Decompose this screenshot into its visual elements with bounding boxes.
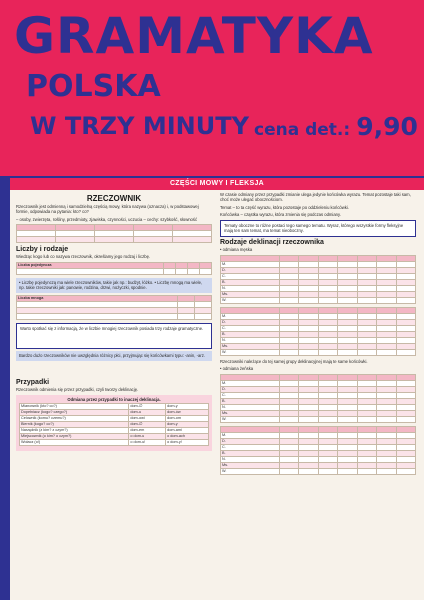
- case-cell: Wołacz (o!): [20, 440, 129, 446]
- case-cell: Dopełniacz (kogo? czego?): [20, 410, 129, 416]
- case-cell: dom-∅: [129, 404, 166, 410]
- book-subtitle-polska: POLSKA: [26, 69, 161, 104]
- gender-text: Wiedząc kogo lub co nazywa rzeczownik, określamy jego rodzaj i liczbę.: [16, 254, 151, 260]
- case-cell: Celownik (komu? czemu?): [20, 416, 129, 422]
- plural-table: [16, 295, 212, 320]
- book-subtitle-w-trzy-minuty: W TRZY MINUTY: [30, 112, 249, 140]
- cover-header: [0, 0, 424, 176]
- case-cell: dom-em: [129, 428, 166, 434]
- case-abbrev: Ms.: [221, 291, 280, 297]
- case-cell: Narzędnik (z kim? z czym?): [20, 428, 129, 434]
- koncowka-line: Końcówka – cząstka wyrazu, która zmienia się podczas odmiany.: [220, 212, 341, 218]
- case-abbrev: Ms.: [221, 462, 280, 468]
- case-cell: dom-owi: [129, 416, 166, 422]
- tematy-text: Tematy oboczne to różne postaci tego samego tematu. Wyraz, którego wszystkie formy fleksyjne mają ten sam temat, ma temat nieoboczny.: [224, 222, 404, 234]
- examples-table: [16, 224, 212, 243]
- case-abbrev: B.: [221, 279, 280, 285]
- note-box: [16, 323, 212, 348]
- case-abbrev: Ms.: [221, 343, 280, 349]
- case-abbrev: C.: [221, 273, 280, 279]
- note-text: Warto spotkać się z informacją, że w liczbie mnogiej rzeczownik posiada trzy rodzaje gramatyczne.: [20, 326, 204, 332]
- fem-table-sing: [220, 374, 416, 423]
- right-intro: W czasie odmiany przez przypadki zmianie ulega jedynie końcówka wyrazu. Temat pozostaje taki sam, choć może ulegać obocznościom.: [220, 192, 411, 203]
- case-abbrev: C.: [221, 325, 280, 331]
- cases-table-title: Odmiana przez przypadki to inaczej deklinacja.: [67, 396, 161, 402]
- case-abbrev: M.: [221, 380, 280, 386]
- case-cell: dom-ów: [166, 410, 209, 416]
- case-cell: Mianownik (kto? co?): [20, 404, 129, 410]
- case-cell: dom-om: [166, 416, 209, 422]
- case-cell: dom-ami: [166, 428, 209, 434]
- case-abbrev: W.: [221, 468, 280, 474]
- examples-text: – osoby, zwierzęta, rośliny, przedmioty, zjawiska, czynności, uczucia – cechy: szybkość, słowność: [16, 216, 198, 222]
- case-abbrev: C.: [221, 444, 280, 450]
- case-abbrev: B.: [221, 398, 280, 404]
- label-liczba-pojedyncza: Liczba pojedyncza: [17, 262, 164, 268]
- fem-table-plur: [220, 426, 416, 475]
- label-odmiana-meska: • odmiana męska: [220, 247, 253, 253]
- masc-table-plur: [220, 307, 416, 356]
- case-abbrev: N.: [221, 285, 280, 291]
- section-banner: CZĘŚCI MOWY I FLEKSJA: [10, 178, 424, 190]
- case-abbrev: N.: [221, 337, 280, 343]
- price-tag: [254, 112, 418, 145]
- case-abbrev: M.: [221, 432, 280, 438]
- left-column: [16, 192, 212, 453]
- case-cell: o dom-u!: [129, 440, 166, 446]
- case-abbrev: D.: [221, 386, 280, 392]
- cases-text: Rzeczownik odmienia się przez przypadki, czyli tworzy deklinację.: [16, 387, 139, 393]
- case-abbrev: C.: [221, 392, 280, 398]
- case-cell: dom-∅: [129, 422, 166, 428]
- label-liczba-mnoga: Liczba mnoga: [17, 296, 178, 302]
- highlight-text: • Liczbę pojedynczą ma wiele rzeczowników, takie jak np.: budżyt, łóżko. • Liczbę mnogą ma wiele, np. takie rzeczowniki jak: panowie, rodzina, drzwi, nożyczki, spodnie.: [19, 279, 203, 291]
- gender-table: [16, 262, 212, 275]
- case-abbrev: N.: [221, 404, 280, 410]
- price-label: cena det.:: [254, 120, 351, 140]
- case-row: [20, 440, 209, 446]
- case-abbrev: D.: [221, 438, 280, 444]
- blue-info-box: [16, 351, 212, 361]
- intro-text: Rzeczownik jest odmienną i samodzielną częścią mowy, która nazywa (oznacza) i, w podstawowej formie, odpowiada na pytania: kto? co?: [16, 204, 199, 215]
- case-abbrev: D.: [221, 267, 280, 273]
- cases-table: [19, 403, 209, 446]
- case-cell: Biernik (kogo? co?): [20, 422, 129, 428]
- book-title: GRAMATYKA: [14, 7, 374, 65]
- case-abbrev: Ms.: [221, 410, 280, 416]
- case-abbrev: N.: [221, 456, 280, 462]
- case-abbrev: B.: [221, 450, 280, 456]
- fem-note: Rzeczowniki należące do tej samej grupy deklinacyjnej mają te same końcówki.: [220, 358, 368, 364]
- case-abbrev: M.: [221, 261, 280, 267]
- case-cell: dom-y: [166, 422, 209, 428]
- highlight-box: [16, 278, 212, 294]
- right-column: [220, 192, 416, 478]
- inner-page-preview: [10, 178, 424, 600]
- declension-row: [221, 416, 416, 422]
- case-cell: dom-y: [166, 404, 209, 410]
- declension-row: [221, 468, 416, 474]
- declension-row: [221, 297, 416, 303]
- cases-box: [16, 395, 212, 451]
- masc-table-sing: [220, 255, 416, 304]
- case-abbrev: M.: [221, 313, 280, 319]
- case-abbrev: W.: [221, 297, 280, 303]
- heading-przypadki: Przypadki: [16, 379, 50, 387]
- case-cell: o dom-ach: [166, 434, 209, 440]
- heading-deklinacja: Rodzaje deklinacji rzeczownika: [220, 239, 324, 247]
- heading-liczby-rodzaje: Liczby i rodzaje: [16, 246, 69, 254]
- case-cell: o dom-y!: [166, 440, 209, 446]
- heading-rzeczownik: RZECZOWNIK: [86, 194, 142, 203]
- case-abbrev: W.: [221, 416, 280, 422]
- temat-line: Temat – to ta część wyrazu, która pozostaje po oddzieleniu końcówki.: [220, 204, 349, 210]
- blue-info-text: Bardzo dużo rzeczowników nie uwzględnia różnicy płci, przyjmując się końcówkami typu: -anin, -arz.: [19, 352, 205, 358]
- case-cell: dom-u: [129, 410, 166, 416]
- case-abbrev: B.: [221, 331, 280, 337]
- label-odmiana-zenska: • odmiana żeńska: [220, 366, 254, 372]
- case-cell: o dom-u: [129, 434, 166, 440]
- declension-row: [221, 349, 416, 355]
- price-value: 9,90: [356, 112, 418, 141]
- case-cell: Miejscownik (o kim? o czym?): [20, 434, 129, 440]
- case-abbrev: W.: [221, 349, 280, 355]
- case-abbrev: D.: [221, 319, 280, 325]
- tematy-box: [220, 220, 416, 238]
